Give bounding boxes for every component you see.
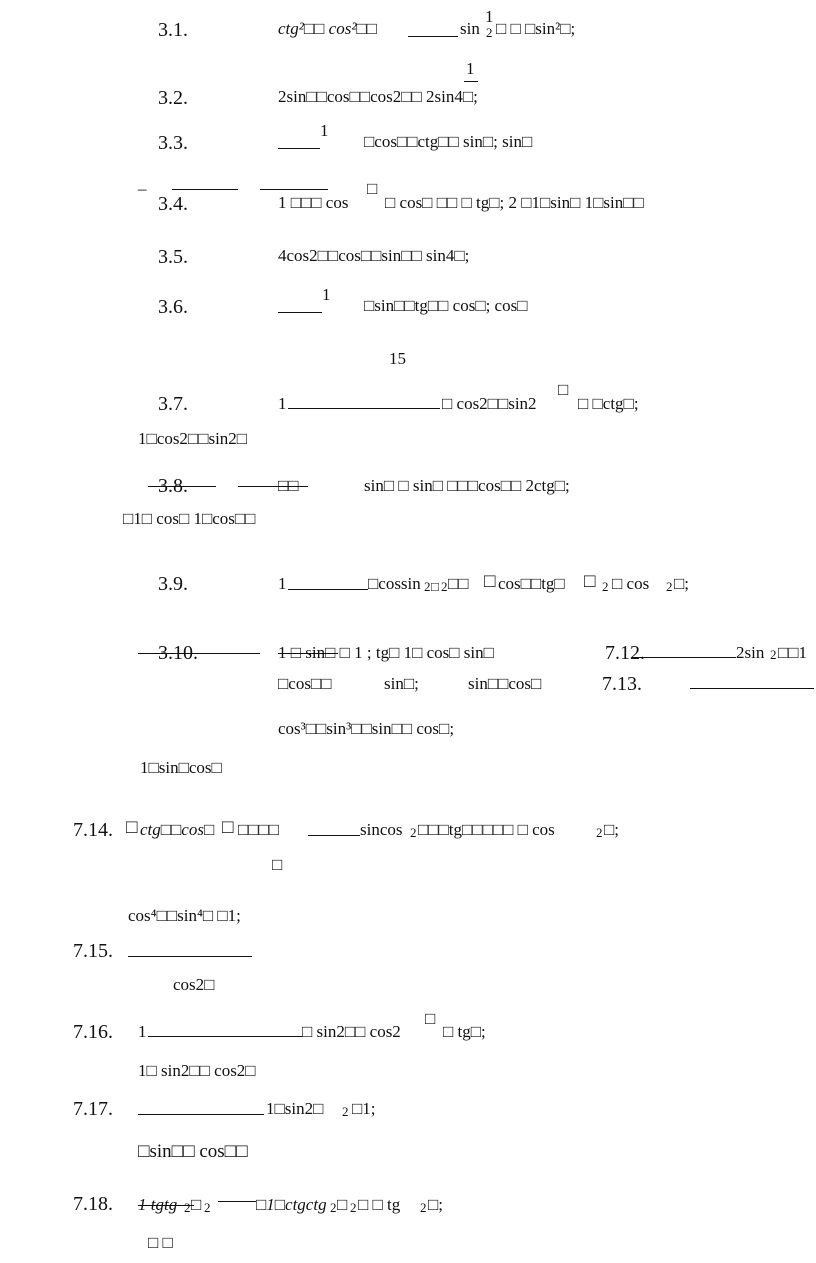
formula-subscript: 2 (330, 1200, 337, 1215)
formula-body: □cos□□ctg□□ sin□; sin□ (364, 132, 533, 151)
formula-body: □ sin2□□ cos2 (302, 1022, 401, 1041)
fraction-bar (464, 81, 478, 82)
formula-denominator: cos2□ (173, 975, 215, 994)
problem-number: 3.9. (158, 573, 188, 595)
formula-body-a: ctg□□cos□ (140, 820, 215, 839)
formula-line2-b: sin□; (384, 674, 419, 693)
problem-number: 7.17. (73, 1098, 113, 1120)
formula-superscript: □ (558, 380, 569, 399)
problem-number: 3.2. (158, 87, 188, 109)
formula-subscript: 2 (184, 1200, 191, 1215)
formula-lead: 1 (278, 574, 287, 593)
formula-subscript: 2 (350, 1200, 357, 1215)
formula-denominator: □1□ cos□ 1□cos□□ (123, 509, 256, 528)
problem-number: 3.6. (158, 296, 188, 318)
fraction-bar (128, 956, 252, 957)
formula-body: sin□ □ sin□ □□□cos□□ 2ctg□; (364, 476, 570, 495)
formula-tail: □ tg□; (443, 1022, 486, 1041)
formula-subscript: □ (191, 1195, 202, 1214)
formula-body-c: cos□□tg□ (498, 574, 565, 593)
formula-superscript: 1 (485, 7, 494, 26)
formula-bracket: □ (584, 571, 596, 592)
fraction-bar (148, 1036, 302, 1037)
problem-number: 3.5. (158, 246, 188, 268)
formula-body-a: 1 tgtg (138, 1195, 178, 1214)
formula-subscript: 2 (342, 1104, 349, 1119)
formula-lead: 1 (138, 1022, 147, 1041)
problem-number: 3.1. (158, 19, 188, 41)
problem-number: 3.4. (158, 193, 188, 215)
formula-subscript: 2 (424, 579, 431, 594)
formula-subscript: 2 (420, 1200, 427, 1215)
fraction-bar (632, 657, 736, 658)
formula-bracket: □ (222, 817, 234, 838)
formula-subscript: 2 (486, 25, 493, 40)
formula-body-b: □1□ctgctg (256, 1195, 327, 1214)
problem-number: 3.3. (158, 132, 188, 154)
problem-number: 7.18. (73, 1193, 113, 1215)
formula-left: ctg²□□ cos²□□ (278, 19, 377, 38)
formula-bracket: □ (126, 817, 138, 838)
fraction-bar (148, 486, 216, 487)
fraction-bar (138, 1205, 194, 1206)
formula-denominator: 1□cos2□□sin2□ (138, 429, 248, 448)
formula-body-b: □□ (448, 574, 469, 593)
page-number: 15 (389, 349, 406, 368)
formula-tail: □; (428, 1195, 443, 1214)
fraction-bar (408, 36, 458, 37)
formula-subscript: 2 (410, 825, 417, 840)
formula-body: 1□sin2□ (266, 1099, 324, 1118)
formula-subscript: 2 (666, 579, 673, 594)
formula-superscript: □ (425, 1009, 436, 1028)
formula-superscript: □ (367, 179, 378, 198)
formula-body-d: □ cos (612, 574, 650, 593)
fraction-bar (278, 653, 338, 654)
formula-body: 4cos2□□cos□□sin□□ sin4□; (278, 246, 470, 265)
formula-subscript: 2 (596, 825, 603, 840)
formula-body-c: □ □ tg (358, 1195, 401, 1214)
formula-bracket: □ (484, 571, 496, 592)
formula-subscript: □ (431, 579, 439, 594)
formula-denominator: 1□ sin2□□ cos2□ (138, 1061, 256, 1080)
fraction-bar (288, 589, 368, 590)
formula-subscript: 2 (441, 579, 448, 594)
problem-number: 7.16. (73, 1021, 113, 1043)
formula-below: □ □ (148, 1233, 173, 1252)
problem-number: 3.10. (158, 642, 198, 664)
formula-body: □sin□□tg□□ cos□; cos□ (364, 296, 528, 315)
formula-subscript: 2 (602, 579, 609, 594)
fraction-bar (690, 688, 814, 689)
fraction-numerator: 1 (466, 59, 475, 78)
fraction-bar (138, 653, 260, 654)
fraction-bar (278, 312, 322, 313)
fraction-bar (172, 189, 238, 190)
formula-body-a: □cossin (368, 574, 421, 593)
formula-tail: □; (674, 574, 689, 593)
formula-denominator: 1□sin□cos□ (140, 758, 222, 777)
problem-number: 7.12. (605, 642, 645, 664)
problem-number: 7.15. (73, 940, 113, 962)
formula-body-b: □ cos□ □□ □ tg□; 2 □1□sin□ 1□sin□□ (385, 193, 644, 212)
formula-mid: □□ (278, 476, 299, 495)
formula-body: □ cos2□□sin2 (442, 394, 537, 413)
formula-body: 1 □ sin□ □ 1 ; tg□ 1□ cos□ sin□ (278, 643, 494, 662)
formula-subscript: 2 (770, 647, 777, 662)
formula-lead: 1 (278, 394, 287, 413)
formula-denominator: □sin□□ cos□□ (138, 1141, 248, 1162)
problem-number: 3.7. (158, 393, 188, 415)
formula-below: □ (272, 855, 283, 874)
formula-tail: □ □ □sin²□; (496, 19, 576, 38)
formula-body: 2sin□□cos□□cos2□□ 2sin4□; (278, 87, 478, 106)
formula-body: 2sin (736, 643, 765, 662)
formula-subscript: □ (337, 1195, 348, 1214)
fraction-bar (278, 148, 320, 149)
formula-line2-a: □cos□□ (278, 674, 332, 693)
fraction-bar (238, 486, 308, 487)
fraction-bar (308, 835, 360, 836)
formula-dash: – (138, 179, 147, 198)
formula-tail: □1; (352, 1099, 376, 1118)
problem-number: 3.8. (158, 475, 188, 497)
fraction-bar (260, 189, 328, 190)
formula-body-c: sincos (360, 820, 403, 839)
problem-number: 7.13. (602, 673, 642, 695)
formula-body: cos³□□sin³□□sin□□ cos□; (278, 719, 455, 738)
formula-body-b: □□□□ (238, 820, 280, 839)
problem-number: 7.14. (73, 819, 113, 841)
formula-line2-c: sin□□cos□ (468, 674, 542, 693)
fraction-bar (138, 1114, 264, 1115)
formula-numerator: cos⁴□□sin⁴□ □1; (128, 906, 241, 925)
formula-subscript: 2 (204, 1200, 211, 1215)
fraction-bar (288, 408, 440, 409)
formula-tail: □□1 (778, 643, 808, 662)
formula-tail: □ □ctg□; (578, 394, 639, 413)
fraction-bar (218, 1201, 256, 1202)
fraction-numerator: 1 (322, 285, 331, 304)
formula-body-d: □□□tg□□□□□ □ cos (418, 820, 555, 839)
formula-body-a: 1 □□□ cos (278, 193, 349, 212)
formula-tail: □; (604, 820, 619, 839)
formula-sin: sin (460, 19, 480, 38)
fraction-numerator: 1 (320, 121, 329, 140)
